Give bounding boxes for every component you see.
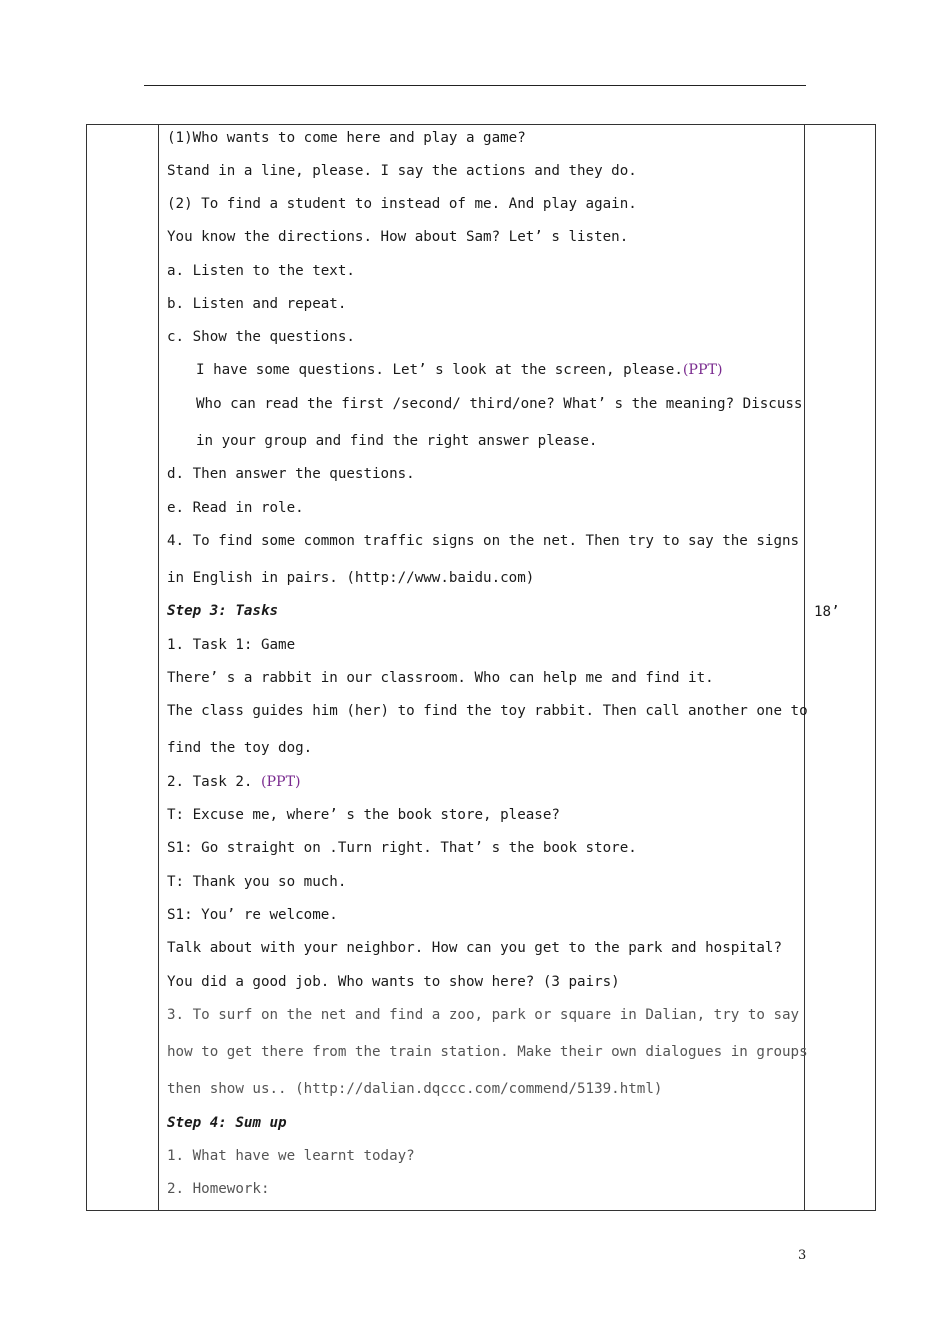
text-line: 3. To surf on the net and find a zoo, park or square in Dalian, try to say xyxy=(167,1007,800,1023)
text-line: c. Show the questions. xyxy=(167,329,355,345)
text-line: S1: Go straight on .Turn right. That’ s the book store. xyxy=(167,840,637,856)
ppt-note: (PPT) xyxy=(682,362,723,378)
text-line: 1. What have we learnt today? xyxy=(167,1148,415,1164)
text-line: find the toy dog. xyxy=(167,740,313,756)
text-line xyxy=(167,772,301,792)
text-line: Talk about with your neighbor. How can you get to the park and hospital? xyxy=(167,940,782,956)
text-line xyxy=(196,360,723,380)
page-number: 3 xyxy=(798,1248,807,1263)
text-line: (2) To find a student to instead of me. And play again. xyxy=(167,196,637,212)
text-line: T: Excuse me, where’ s the book store, please? xyxy=(167,807,560,823)
header-rule xyxy=(144,85,806,86)
text-line: in English in pairs. (http://www.baidu.com) xyxy=(167,570,535,586)
text-line: a. Listen to the text. xyxy=(167,263,355,279)
text-line: in your group and find the right answer please. xyxy=(196,433,598,449)
text-line: 1. Task 1: Game xyxy=(167,637,296,653)
text-line: T: Thank you so much. xyxy=(167,874,347,890)
time-allocation: 18’ xyxy=(814,604,840,620)
text-line: You did a good job. Who wants to show here? (3 pairs) xyxy=(167,974,620,990)
text-segment: I have some questions. Let’ s look at the screen, please. xyxy=(196,362,683,378)
text-line: then show us.. (http://dalian.dqccc.com/commend/5139.html) xyxy=(167,1081,663,1097)
text-line: Who can read the first /second/ third/one? What’ s the meaning? Discuss xyxy=(196,396,803,412)
text-line: There’ s a rabbit in our classroom. Who can help me and find it. xyxy=(167,670,714,686)
text-line: e. Read in role. xyxy=(167,500,304,516)
step-heading: Step 4: Sum up xyxy=(167,1115,287,1131)
text-line: d. Then answer the questions. xyxy=(167,466,415,482)
text-line: 2. Homework: xyxy=(167,1181,270,1197)
text-line: Stand in a line, please. I say the actions and they do. xyxy=(167,163,637,179)
ppt-note: (PPT) xyxy=(260,774,301,790)
text-line: (1)Who wants to come here and play a game? xyxy=(167,130,526,146)
text-line: You know the directions. How about Sam? Let’ s listen. xyxy=(167,229,629,245)
text-line: how to get there from the train station. Make their own dialogues in groups xyxy=(167,1044,808,1060)
text-line: The class guides him (her) to find the toy rabbit. Then call another one to xyxy=(167,703,808,719)
text-segment: 2. Task 2. xyxy=(167,774,253,790)
text-line: 4. To find some common traffic signs on the net. Then try to say the signs xyxy=(167,533,800,549)
text-line: S1: You’ re welcome. xyxy=(167,907,338,923)
text-line: b. Listen and repeat. xyxy=(167,296,347,312)
step-heading: Step 3: Tasks xyxy=(167,603,279,619)
column-divider-left xyxy=(158,125,159,1210)
